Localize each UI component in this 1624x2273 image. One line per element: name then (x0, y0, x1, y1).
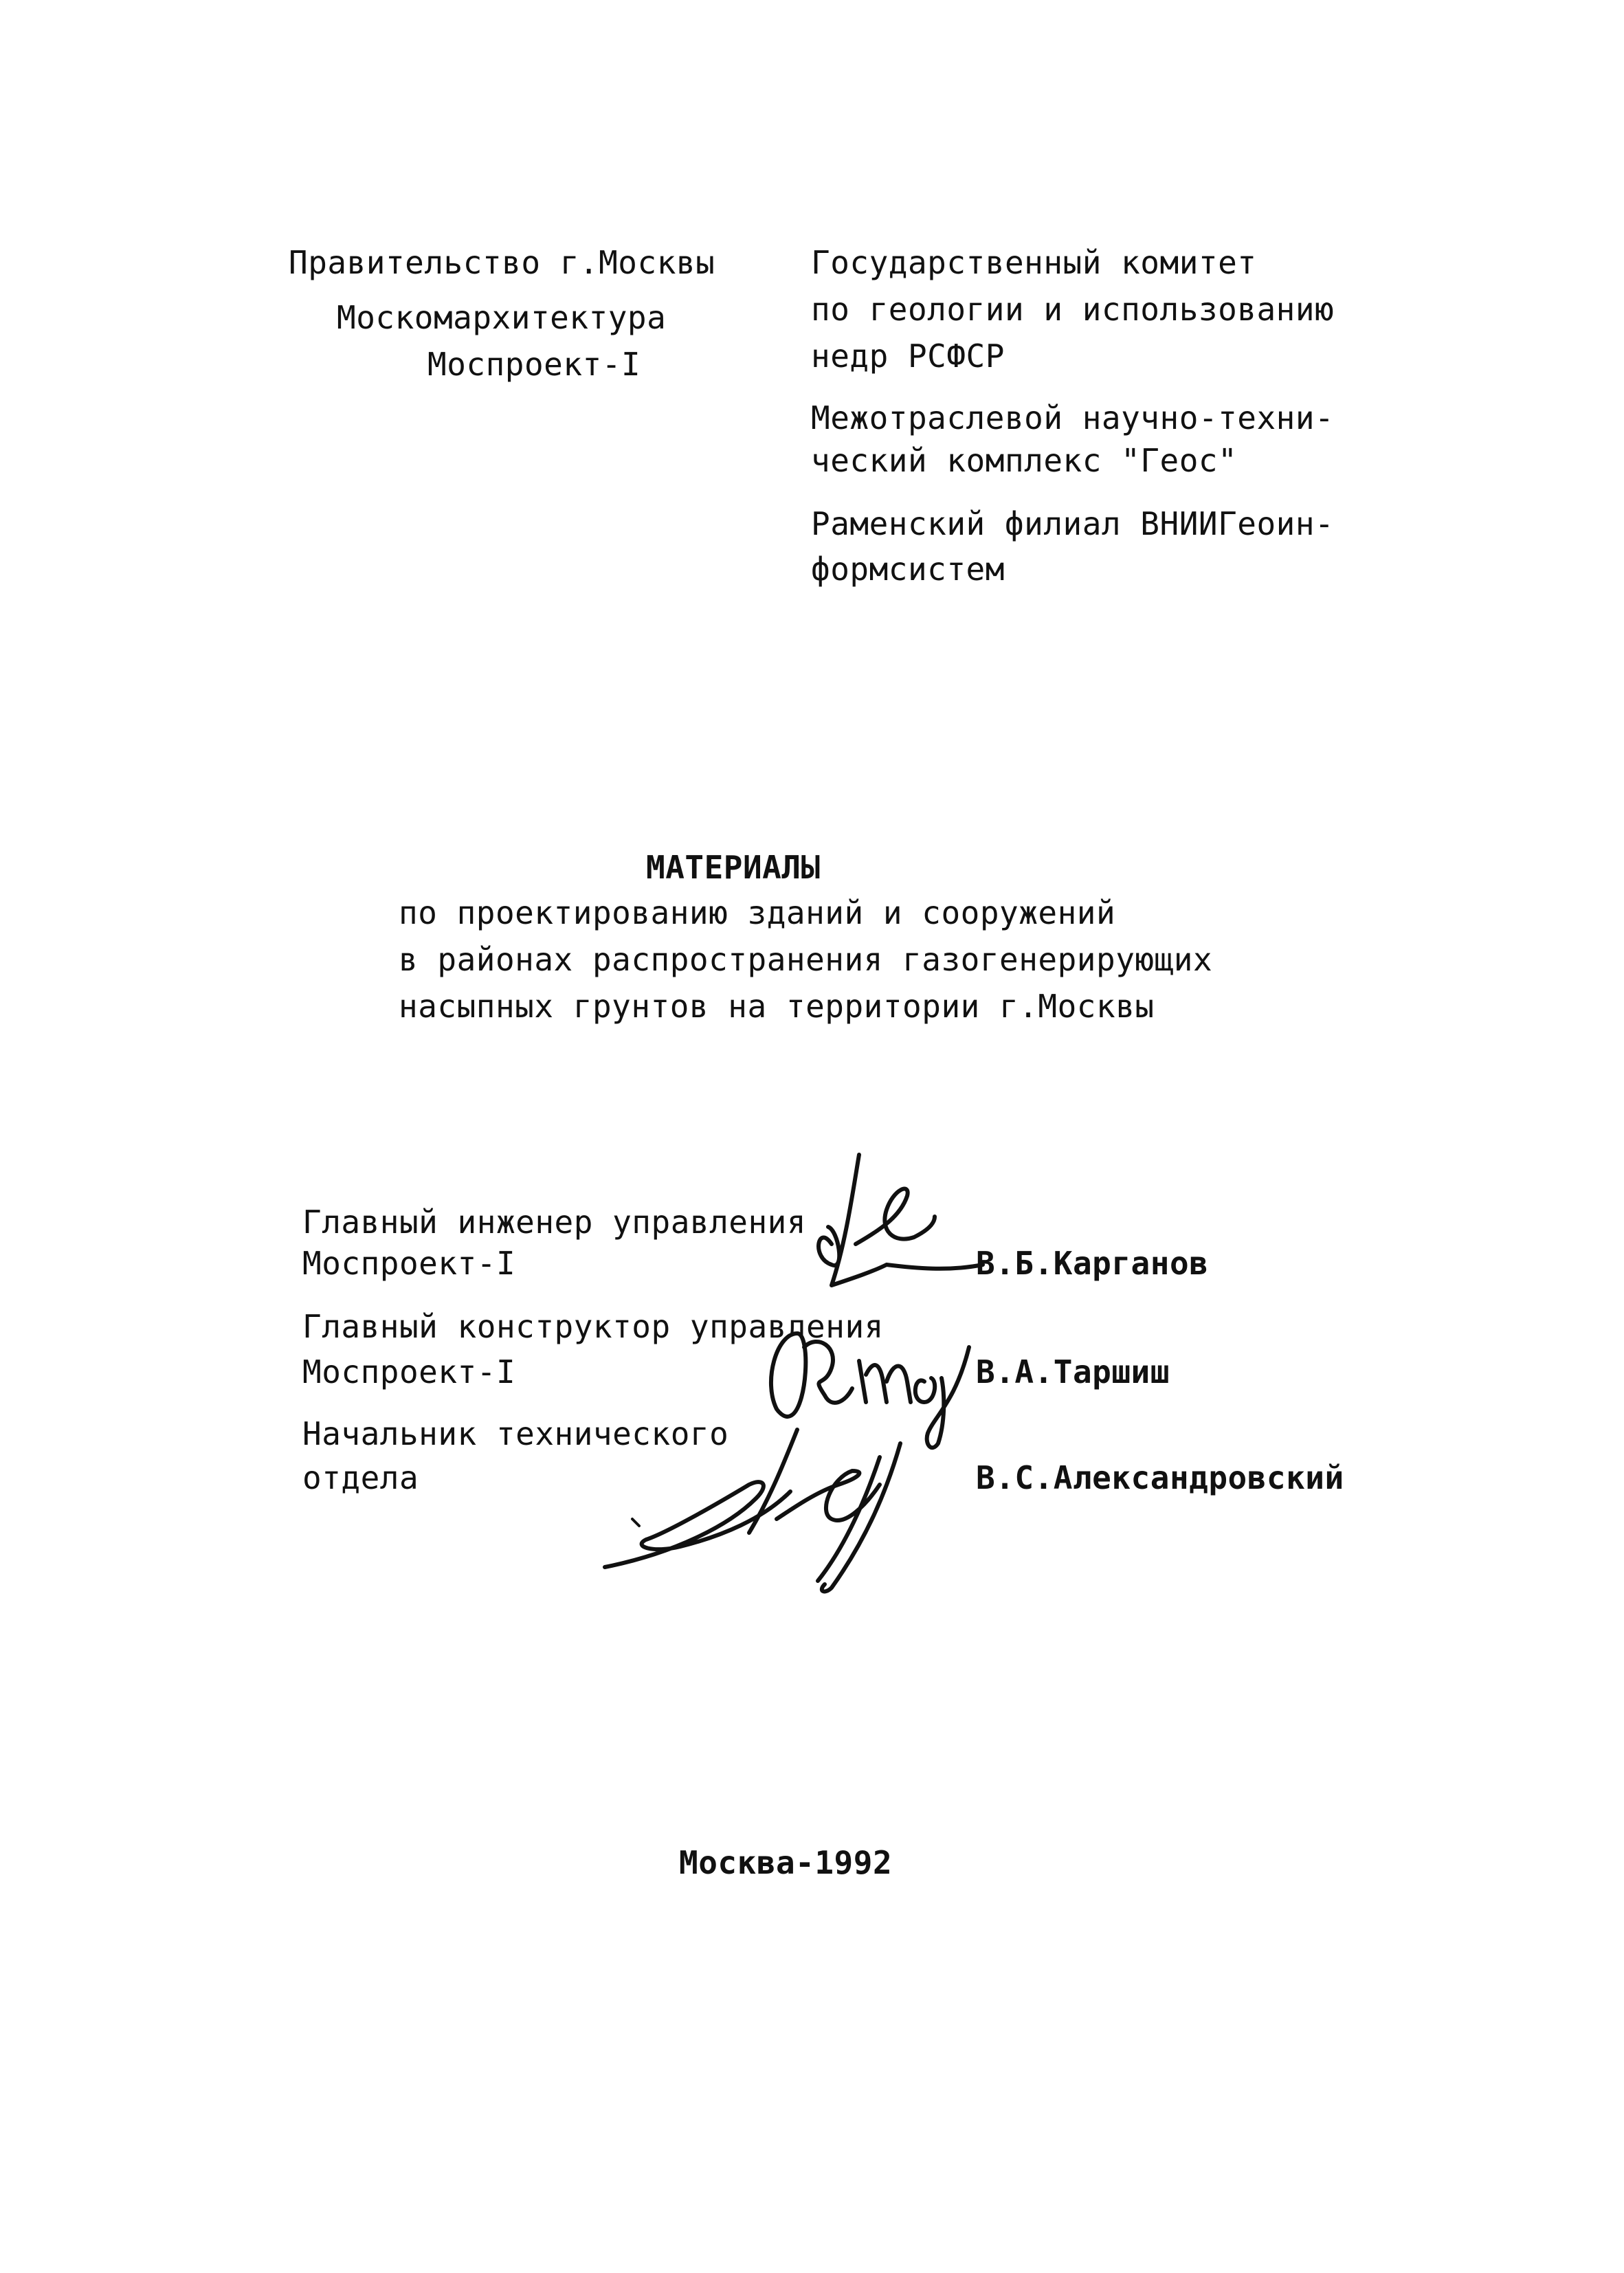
government-label: Правительство г.Москвы (289, 244, 715, 281)
signature-aleksandrovskiy (591, 1416, 976, 1608)
ramenskiy-branch-line1: Раменский филиал ВНИИГеоин- (811, 505, 1335, 542)
state-committee-line1: Государственный комитет (811, 244, 1257, 281)
signatory-1-position-line1: Главный инженер управления (302, 1204, 807, 1241)
state-committee-line2: по геологии и использованию (811, 291, 1335, 328)
state-committee-line3: недр РСФСР (811, 337, 1005, 375)
signature-karganov (790, 1141, 1017, 1320)
signatory-3-name: В.С.Александровский (976, 1459, 1344, 1496)
ramenskiy-branch-line2: формсистем (811, 551, 1005, 588)
title-subline-2: в районах распространения газогенерирующих (399, 941, 1213, 978)
geos-complex-line1: Межотраслевой научно-техни- (811, 399, 1335, 436)
signatory-3-position-line1: Начальник технического (302, 1415, 729, 1452)
mosproekt-label: Моспроект-I (427, 346, 641, 383)
signatory-2-name: В.А.Таршиш (976, 1353, 1170, 1390)
moskomarkhitektura-label: Москомархитектура (337, 299, 667, 336)
place-and-year: Москва-1992 (679, 1844, 893, 1881)
title-subline-1: по проектированию зданий и сооружений (399, 894, 1116, 931)
title-subline-3: насыпных грунтов на территории г.Москвы (399, 988, 1155, 1025)
geos-complex-line2: ческий комплекс "Геос" (811, 442, 1238, 479)
signatory-2-position-line2: Моспроект-I (302, 1353, 516, 1390)
signatory-2-position-line1: Главный конструктор управления (302, 1308, 884, 1345)
signatory-1-name: В.Б.Карганов (976, 1245, 1209, 1282)
document-title: МАТЕРИАЛЫ (646, 849, 821, 886)
signatory-3-position-line2: отдела (302, 1459, 419, 1496)
signatory-1-position-line2: Моспроект-I (302, 1245, 516, 1282)
